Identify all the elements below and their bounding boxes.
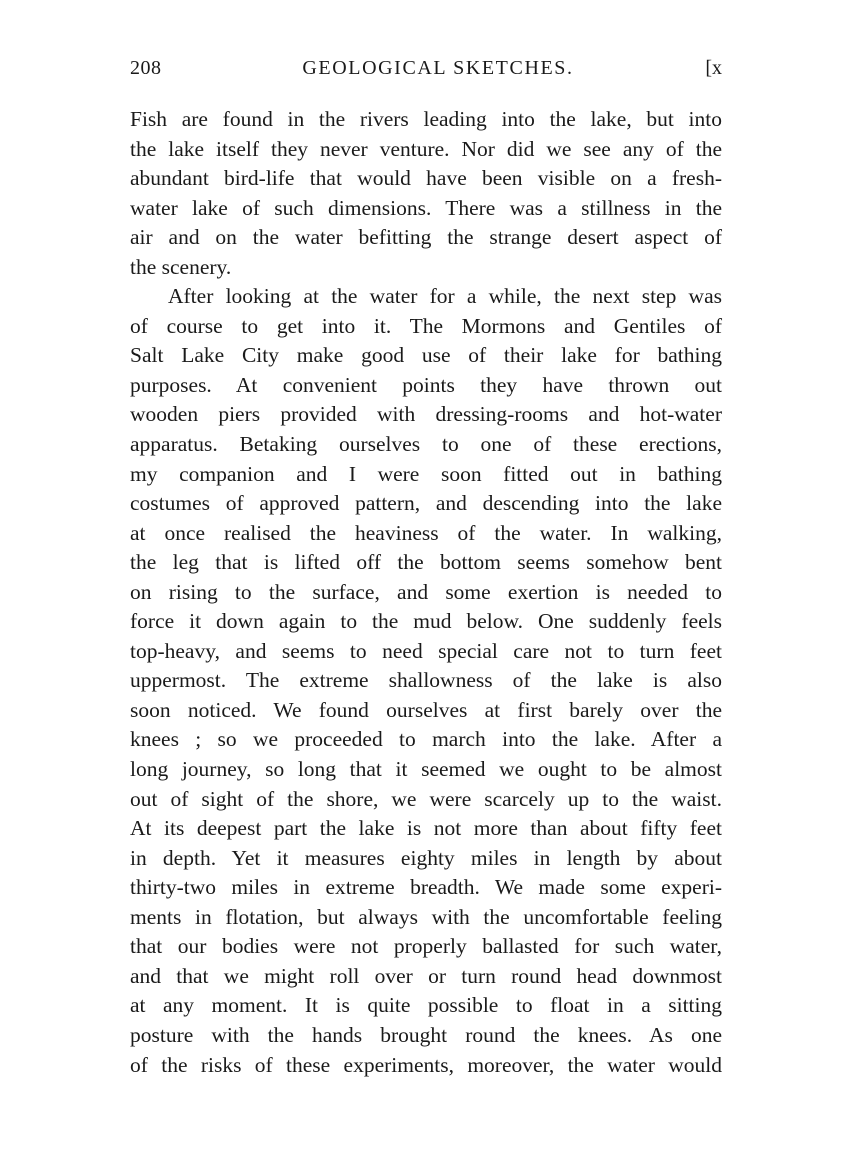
paragraph-2: [130, 282, 722, 1080]
text-line: out of sight of the shore, we were scarcely up to the waist.: [130, 786, 722, 811]
text-line: the lake itself they never venture. Nor did we see any of the: [130, 136, 722, 161]
text-line: abundant bird-life that would have been visible on a fresh-: [130, 166, 722, 191]
text-line: that our bodies were not properly ballasted for such water,: [130, 934, 722, 959]
text-line: costumes of approved pattern, and descending into the lake: [130, 491, 722, 516]
text-line: at any moment. It is quite possible to float in a sitting: [130, 993, 722, 1018]
text-line: At its deepest part the lake is not more than about fifty feet: [130, 816, 722, 841]
text-line: top-heavy, and seems to need special care not to turn feet: [130, 638, 722, 663]
text-line: of course to get into it. The Mormons and Gentiles of: [130, 313, 722, 338]
text-line: in depth. Yet it measures eighty miles in length by about: [130, 845, 722, 870]
text-line: thirty-two miles in extreme breadth. We made some experi-: [130, 875, 722, 900]
text-line: long journey, so long that it seemed we ought to be almost: [130, 757, 722, 782]
running-title: GEOLOGICAL SKETCHES.: [302, 57, 574, 79]
text-line: the scenery.: [130, 254, 232, 279]
text-line: my companion and I were soon fitted out in bathing: [130, 461, 722, 486]
text-line: Salt Lake City make good use of their lake for bathing: [130, 343, 722, 368]
running-head: [130, 57, 722, 87]
text-line: force it down again to the mud below. One suddenly feels: [130, 609, 722, 634]
text-line: After looking at the water for a while, the next step was: [168, 284, 722, 309]
text-line: posture with the hands brought round the knees. As one: [130, 1022, 722, 1047]
text-line: air and on the water befitting the strange desert aspect of: [130, 225, 722, 250]
chapter-mark: [x: [705, 57, 722, 79]
text-line: knees ; so we proceeded to march into the lake. After a: [130, 727, 722, 752]
text-line: of the risks of these experiments, moreover, the water would: [130, 1052, 722, 1077]
text-line: uppermost. The extreme shallowness of the lake is also: [130, 668, 722, 693]
text-line: Fish are found in the rivers leading into the lake, but into: [130, 107, 722, 131]
text-line: water lake of such dimensions. There was a stillness in the: [130, 195, 722, 220]
text-line: the leg that is lifted off the bottom seems somehow bent: [130, 550, 722, 575]
text-line: apparatus. Betaking ourselves to one of these erections,: [130, 432, 722, 457]
text-line: wooden piers provided with dressing-rooms and hot-water: [130, 402, 722, 427]
text-line: ments in flotation, but always with the uncomfortable feeling: [130, 904, 722, 929]
text-line: soon noticed. We found ourselves at first barely over the: [130, 697, 722, 722]
paragraph-1: [130, 105, 722, 282]
body-text: [130, 105, 722, 1080]
text-line: on rising to the surface, and some exertion is needed to: [130, 579, 722, 604]
text-line: at once realised the heaviness of the water. In walking,: [130, 520, 722, 545]
text-line: purposes. At convenient points they have thrown out: [130, 372, 722, 397]
text-line: and that we might roll over or turn round head downmost: [130, 963, 722, 988]
page-number: 208: [130, 57, 162, 79]
